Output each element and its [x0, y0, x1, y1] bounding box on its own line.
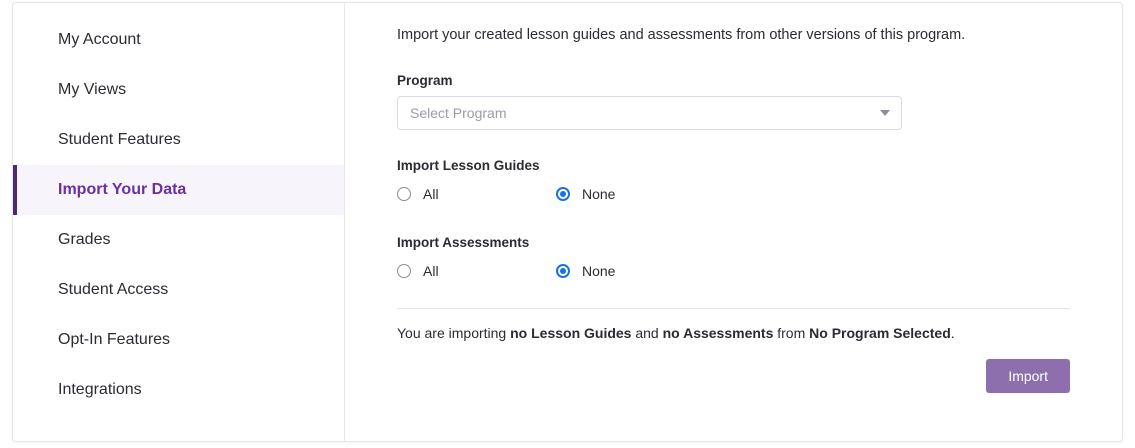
import-assessments-label: Import Assessments	[397, 235, 530, 251]
assessments-option-all[interactable]	[397, 263, 556, 279]
import-lesson-guides-label: Import Lesson Guides	[397, 158, 540, 174]
program-select-value: Select Program	[410, 105, 507, 122]
lesson-guides-option-none[interactable]	[556, 186, 615, 202]
radio-label: None	[582, 186, 616, 203]
radio-label: All	[423, 186, 439, 203]
radio-label: None	[582, 263, 616, 280]
program-select-wrapper	[397, 96, 902, 130]
radio-selected-icon[interactable]	[556, 264, 570, 278]
lesson-guides-option-all[interactable]	[397, 186, 556, 202]
button-row	[397, 359, 1070, 393]
radio-label: All	[423, 263, 439, 280]
intro-text: Import your created lesson guides and assessments from other versions of this program.	[397, 27, 966, 43]
sidebar-item-grades[interactable]	[13, 215, 344, 265]
lesson-guides-radio-group	[397, 181, 1082, 207]
import-button[interactable]: Import	[986, 359, 1070, 393]
sidebar-item-label: Import Your Data	[58, 181, 187, 198]
radio-selected-icon[interactable]	[556, 187, 570, 201]
sidebar-item-opt-in-features[interactable]	[13, 315, 344, 365]
sidebar-item-student-features[interactable]	[13, 115, 344, 165]
divider	[397, 308, 1070, 309]
summary-mid: and	[631, 325, 663, 342]
sidebar-item-label: Integrations	[58, 381, 142, 398]
sidebar-item-my-account[interactable]	[13, 15, 344, 65]
import-summary	[397, 325, 1082, 341]
sidebar-item-label: My Account	[58, 31, 141, 48]
radio-icon[interactable]	[397, 187, 411, 201]
summary-program-value: No Program Selected	[809, 325, 951, 342]
summary-guides-value: no Lesson Guides	[510, 325, 632, 342]
program-select[interactable]	[397, 96, 902, 130]
sidebar	[13, 3, 345, 441]
summary-prefix: You are importing	[397, 325, 511, 342]
sidebar-item-import-your-data[interactable]	[13, 165, 344, 215]
program-label: Program	[397, 73, 453, 89]
sidebar-item-my-views[interactable]	[13, 65, 344, 115]
sidebar-item-label: Student Features	[58, 131, 181, 148]
summary-from: from	[773, 325, 810, 342]
radio-icon[interactable]	[397, 264, 411, 278]
assessments-radio-group	[397, 258, 1082, 284]
sidebar-item-label: My Views	[58, 81, 127, 98]
assessments-option-none[interactable]	[556, 263, 615, 279]
sidebar-item-label: Grades	[58, 231, 111, 248]
sidebar-item-label: Student Access	[58, 281, 169, 298]
sidebar-item-student-access[interactable]	[13, 265, 344, 315]
sidebar-item-integrations[interactable]	[13, 365, 344, 415]
sidebar-item-label: Opt-In Features	[58, 331, 171, 348]
summary-suffix: .	[950, 325, 955, 342]
summary-assessments-value: no Assessments	[662, 325, 774, 342]
settings-panel	[12, 2, 1123, 442]
import-your-data-content	[345, 3, 1122, 441]
